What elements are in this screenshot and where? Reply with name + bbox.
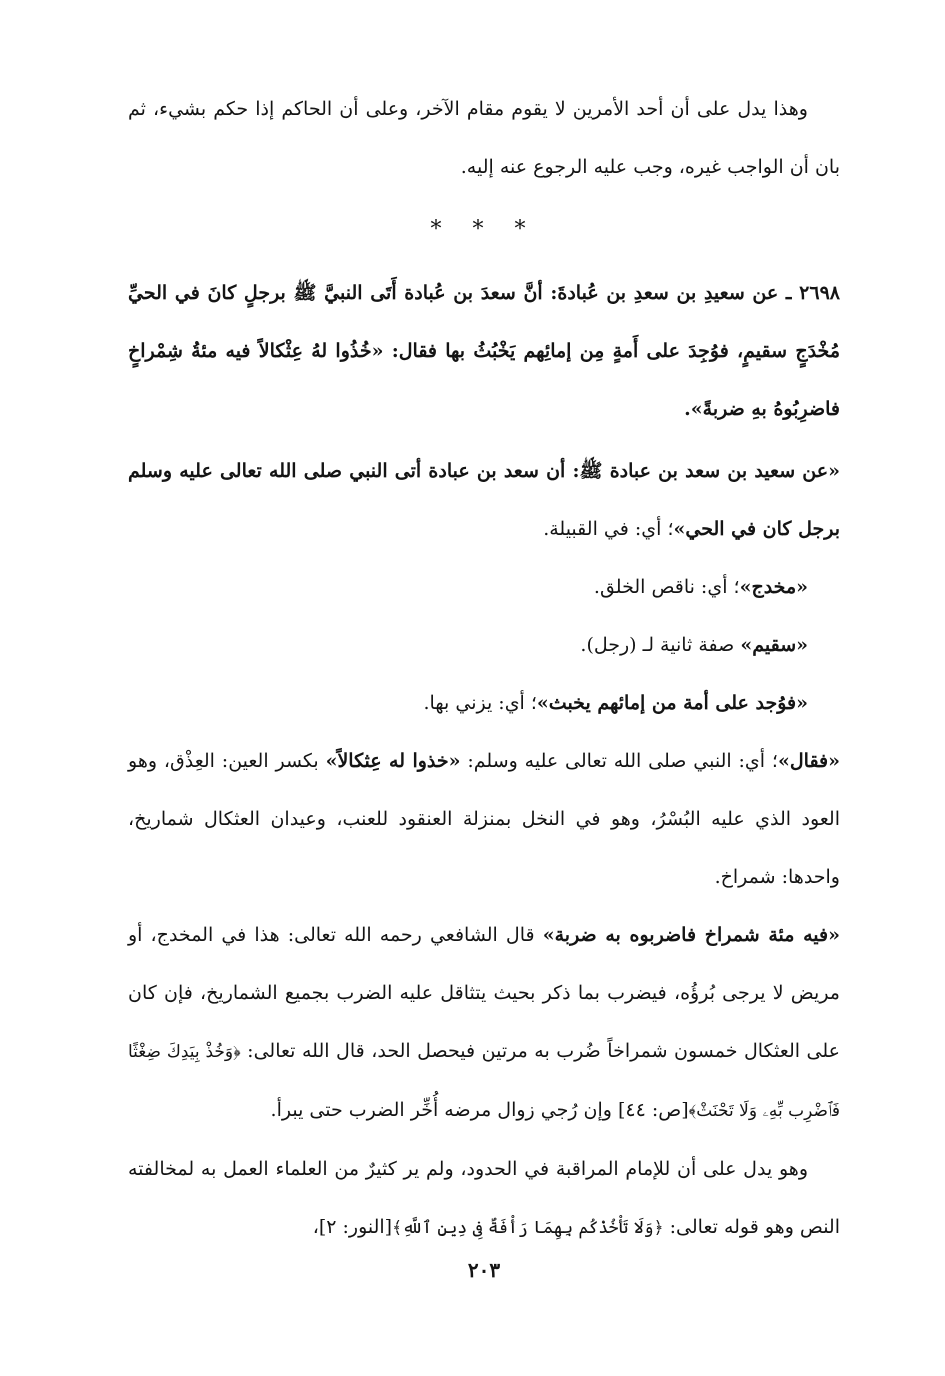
- quran-verse-nur: ﴿وَلَا تَأْخُذْكُم بِهِمَا رَأْفَةٌ فِى دِينِ ٱللَّهِ﴾: [392, 1218, 664, 1238]
- last-paragraph-ref: [النور: ٢]،: [312, 1216, 393, 1238]
- book-page: [128, 80, 840, 1310]
- commentary-2: [128, 558, 840, 616]
- commentary-1-text: ؛ أي: في القبيلة.: [543, 518, 674, 540]
- hadith-text: ٢٦٩٨ ـ عن سعيدِ بن سعدِ بن عُبادةَ: أنَّ سعدَ بن عُبادة أَتَى النبيَّ ﷺ برجلٍ كانَ في الحيِّ مُخْدَجٍ سقيمٍ، فوُجِدَ على أَمةٍ مِن إمائِهم يَخْبُثُ بها فقال: «خُذُوا لهُ عِثْكالاً فيه مئةُ شِمْراخٍ فاضرِبُوهُ بهِ ضربةً».: [128, 282, 840, 420]
- commentary-5: [128, 732, 840, 906]
- commentary-3: [128, 616, 840, 674]
- commentary-5-quote: «فقال»: [777, 750, 841, 772]
- commentary-4: [128, 674, 840, 732]
- page-number: ٢٠٣: [467, 1258, 501, 1282]
- commentary-4-text: ؛ أي: يزني بها.: [423, 692, 537, 714]
- commentary-6-text-2: [ص: ٤٤] وإن رُجي زوال مرضه أُخِّر الضرب حتى يبرأ.: [270, 1099, 689, 1121]
- intro-paragraph: [128, 80, 840, 196]
- commentary-2-quote: «مخدج»: [739, 576, 808, 598]
- commentary-5-text-2: بكسر العين: العِذْق، وهو العود الذي عليه البُسْرُ، وهو في النخل بمنزلة العنقود للعنب، وعيدان العثكال شماريخ، واحدها: شمراخ.: [128, 750, 840, 888]
- commentary-1: [128, 442, 840, 558]
- intro-line-1: وهذا يدل على أن أحد الأمرين لا يقوم مقام الآخر، وعلى أن الحاكم إذا حكم: [213, 98, 808, 120]
- commentary-5-text: ؛ أي: النبي صلى الله تعالى عليه وسلم:: [460, 750, 778, 772]
- quran-verse-sad: ﴿وَخُذْ بِيَدِكَ ضِغْثًا فَٱضْرِب بِّهِۦ وَلَا تَحْنَثْ﴾: [128, 1042, 840, 1121]
- commentary-3-text: صفة ثانية لـ (رجل).: [580, 634, 741, 656]
- commentary-1-quote: «عن سعيد بن سعد بن عبادة ﷺ: أن سعد بن عبادة أتى النبي صلى الله تعالى عليه وسلم برجل كان في الحي»: [128, 460, 840, 540]
- commentary-4-quote: «فوُجد على أمة من إمائهم يخبث»: [536, 692, 808, 714]
- commentary-2-text: ؛ أي: ناقص الخلق.: [593, 576, 740, 598]
- commentary-5-quote-2: «خذوا له عِثكالاً»: [325, 750, 461, 772]
- commentary-6: [128, 906, 840, 1140]
- last-paragraph: [128, 1140, 840, 1257]
- section-separator: * * *: [430, 217, 538, 242]
- intro-line-2: بشيء، ثم بان أن الواجب غيره، وجب عليه الرجوع عنه إليه.: [128, 98, 840, 178]
- commentary-3-quote: «سقيم»: [740, 634, 808, 656]
- commentary-6-text: قال الشافعي رحمه الله تعالى: هذا في المخدج، أو مريض لا يرجى بُرؤُه، فيضرب بما ذكر بحيث يتثاقل عليه الضرب بجميع الشماريخ، فإن كان على العثكال خمسون شمراخاً ضُرب به مرتين فيحصل الحد، قال الله تعالى:: [128, 924, 840, 1062]
- commentary-6-quote: «فيه مئة شمراخ فاضربوه به ضربة»: [542, 924, 840, 946]
- last-paragraph-text: وهو يدل على أن للإمام المراقبة في الحدود، ولم ير كثيرٌ من العلماء العمل به لمخالفته النص وهو قوله تعالى:: [128, 1158, 840, 1238]
